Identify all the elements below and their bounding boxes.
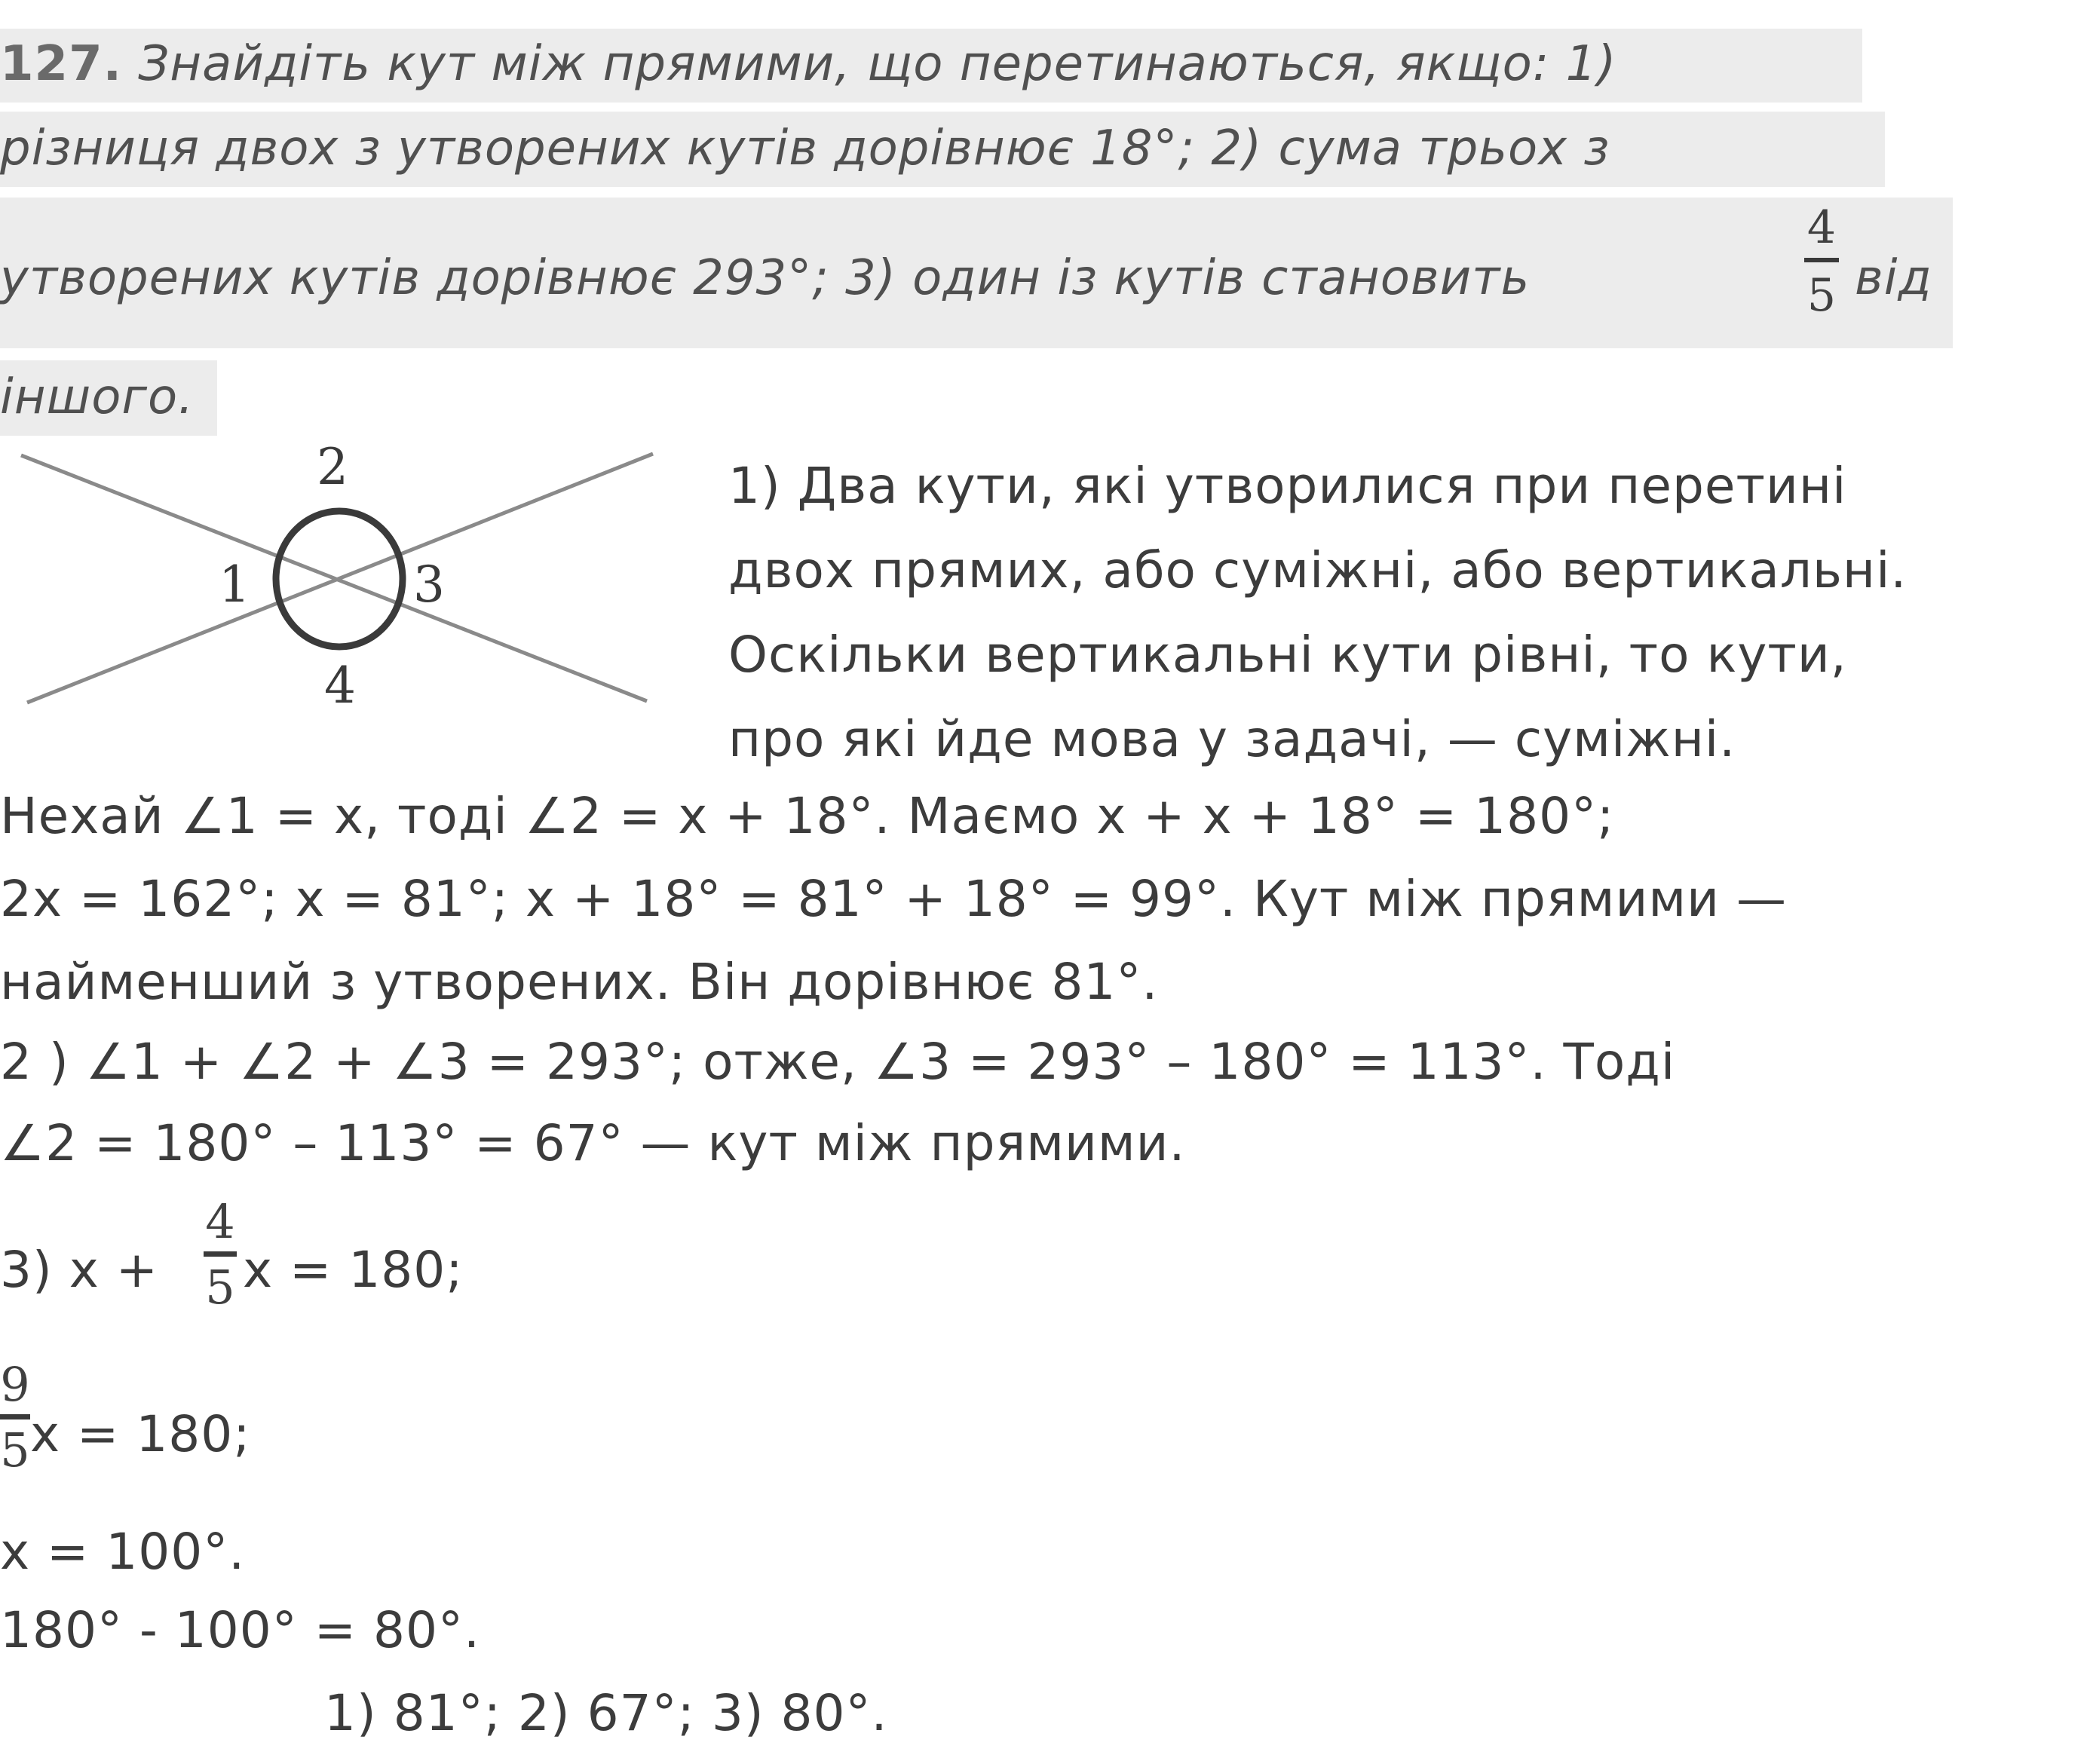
angle-label-2: 2: [317, 438, 348, 496]
task-text-1: Знайдіть кут між прямими, що перетинаються, якщо: 1): [138, 36, 1617, 92]
task-number: 127.: [0, 36, 122, 92]
fraction-1-numerator: 4: [205, 1194, 235, 1249]
fraction-2-numerator: 9: [0, 1357, 30, 1412]
solution-p1-line6: 2x = 162°; x = 81°; x + 18° = 81° + 18° = 99°. Кут між прямими —: [0, 870, 1788, 928]
fraction-bar: [204, 1251, 237, 1257]
angle-label-4: 4: [324, 657, 356, 715]
solution-p1-line5: Нехай ∠1 = x, тоді ∠2 = x + 18°. Маємо x + x + 18° = 180°;: [0, 787, 1615, 845]
fraction-2-denominator: 5: [0, 1423, 30, 1478]
task-line-2: різниця двох з утворених кутів дорівнює 18°; 2) сума трьох з: [0, 121, 1610, 176]
solution-p3-rest-1: x = 180;: [243, 1241, 464, 1299]
fraction-bar: [0, 1414, 30, 1419]
task-fraction-denominator: 5: [1806, 269, 1837, 322]
task-fraction-numerator: 4: [1806, 201, 1837, 254]
solution-p1-line3: Оскільки вертикальні кути рівні, то кути,: [728, 626, 1847, 684]
task-line-4: іншого.: [0, 369, 195, 425]
solution-p3-fraction-2: [0, 1357, 30, 1478]
answer: 1) 81°; 2) 67°; 3) 80°.: [324, 1684, 888, 1742]
solution-p1-line1: 1) Два кути, які утворилися при перетині: [728, 457, 1847, 515]
solution-p1-line7: найменший з утворених. Він дорівнює 81°.: [0, 953, 1159, 1011]
fraction-1-denominator: 5: [205, 1260, 235, 1315]
task-line-1: [0, 36, 1616, 92]
intersecting-lines-figure: [0, 437, 679, 724]
solution-p3-fraction-1: [198, 1194, 243, 1315]
task-line-3: утворених кутів дорівнює 293°; 3) один із кутів становить: [0, 250, 1531, 306]
solution-p3-rest-2: x = 180;: [30, 1405, 251, 1463]
solution-p3-line3: x = 100°.: [0, 1523, 246, 1581]
task-fraction: [1799, 201, 1844, 322]
task-line-3-end: від: [1855, 250, 1932, 306]
solution-p1-line4: про які йде мова у задачі, — суміжні.: [728, 710, 1736, 768]
solution-p3-line4: 180° - 100° = 80°.: [0, 1601, 480, 1659]
solution-p1-line2: двох прямих, або суміжні, або вертикальні.: [728, 541, 1908, 599]
solution-p2-line2: ∠2 = 180° – 113° = 67° — кут між прямими.: [0, 1114, 1186, 1172]
solution-p3-prefix: 3) x +: [0, 1241, 159, 1299]
angle-label-3: 3: [413, 556, 445, 614]
fraction-bar: [1804, 258, 1839, 262]
solution-p2-line1: 2 ) ∠1 + ∠2 + ∠3 = 293°; отже, ∠3 = 293° – 180° = 113°. Тоді: [0, 1033, 1676, 1091]
angle-label-1: 1: [219, 556, 250, 614]
